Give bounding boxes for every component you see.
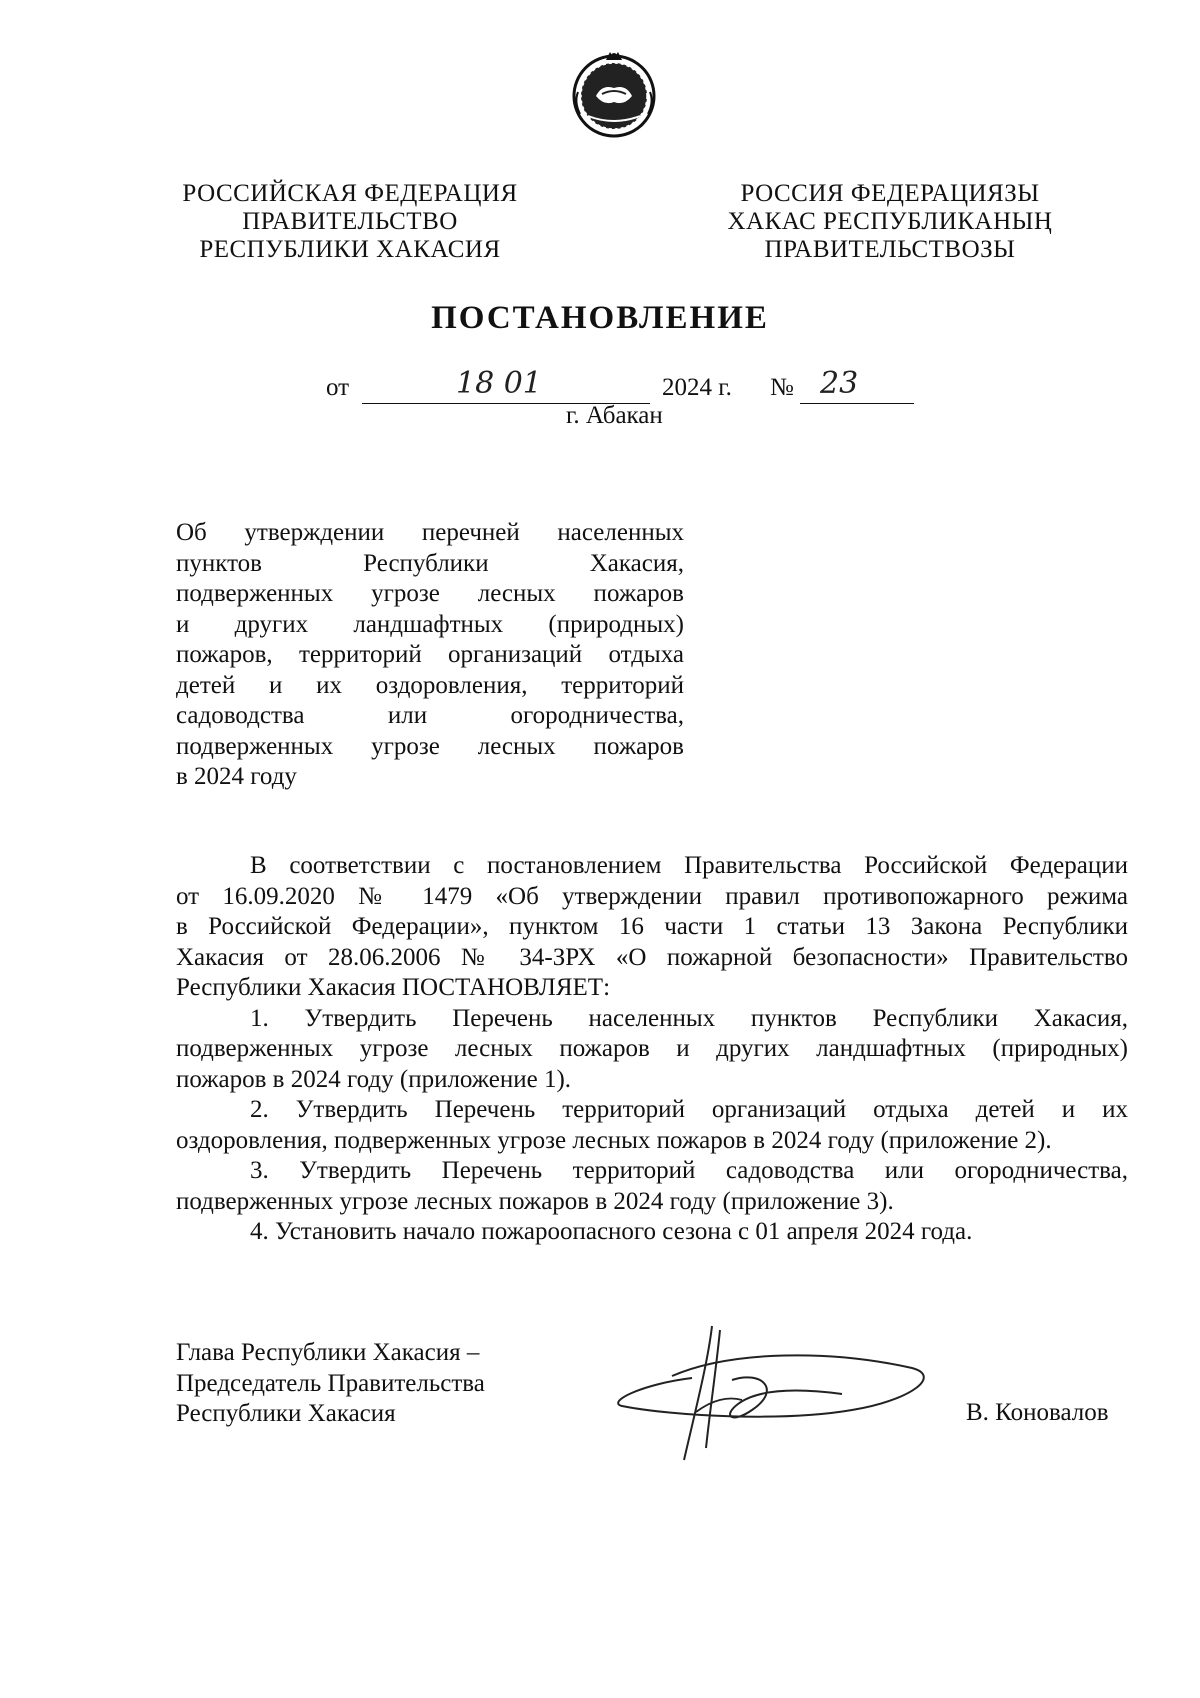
body-line: В соответствии с постановлением Правительства Российской Федерации	[250, 852, 1128, 879]
year-label: 2024 г.	[662, 374, 732, 401]
number-underline	[800, 403, 914, 404]
position-line: Председатель Правительства	[176, 1369, 485, 1397]
body-text	[176, 851, 1128, 1248]
handwritten-date: 18 01	[456, 366, 542, 401]
body-line: 1. Утвердить Перечень населенных пунктов Республики Хакасия,	[250, 1004, 1128, 1032]
position-line: Глава Республики Хакасия –	[176, 1339, 480, 1366]
coat-of-arms-emblem	[566, 44, 662, 142]
body-line: 4. Установить начало пожароопасного сезона с 01 апреля 2024 года.	[250, 1218, 973, 1245]
body-line: оздоровления, подверженных угрозе лесных пожаров в 2024 году (приложение 2).	[176, 1126, 1052, 1154]
header-right-line: ХАКАС РЕСПУБЛИКАНЫҢ	[727, 208, 1053, 235]
body-line: Республики Хакасия ПОСТАНОВЛЯЕТ:	[176, 974, 611, 1001]
from-label: от	[326, 374, 350, 401]
header-left	[170, 180, 530, 264]
subject-line: пожаров, территорий организаций отдыха	[176, 641, 684, 668]
body-line: 3. Утвердить Перечень территорий садоводства или огородничества,	[250, 1157, 1128, 1184]
number-label: №	[770, 374, 794, 401]
body-line: подверженных угрозе лесных пожаров в 2024 году (приложение 3).	[176, 1187, 894, 1215]
signer-name: В. Коновалов	[966, 1399, 1109, 1426]
position-line: Республики Хакасия	[176, 1400, 396, 1427]
body-line: 2. Утвердить Перечень территорий организаций отдыха детей и их	[250, 1096, 1128, 1123]
header-right	[700, 180, 1080, 264]
subject-line: пунктов Республики Хакасия,	[176, 549, 684, 577]
handwritten-number: 23	[820, 366, 859, 401]
subject-line: детей и их оздоровления, территорий	[176, 671, 684, 699]
signature-position	[176, 1338, 485, 1430]
subject-line: садоводства или огородничества,	[176, 702, 684, 729]
body-line: пожаров в 2024 году (приложение 1).	[176, 1065, 572, 1093]
header-left-line: РЕСПУБЛИКИ ХАКАСИЯ	[199, 236, 501, 263]
subject-block	[176, 518, 684, 793]
body-line: Хакасия от 28.06.2006 № 34-ЗРХ «О пожарной безопасности» Правительство	[176, 943, 1128, 971]
body-line: в Российской Федерации», пунктом 16 части 1 статьи 13 Закона Республики	[176, 913, 1128, 940]
header-left-line: РОССИЙСКАЯ ФЕДЕРАЦИЯ	[182, 180, 518, 207]
subject-line: Об утверждении перечней населенных	[176, 519, 684, 546]
subject-line: подверженных угрозе лесных пожаров	[176, 732, 684, 760]
header-left-line: ПРАВИТЕЛЬСТВО	[242, 208, 458, 235]
document-title: ПОСТАНОВЛЕНИЕ	[431, 300, 769, 336]
header-right-line: РОССИЯ ФЕДЕРАЦИЯЗЫ	[740, 180, 1040, 207]
subject-line: подверженных угрозе лесных пожаров	[176, 580, 684, 607]
subject-line: и других ландшафтных (природных)	[176, 610, 684, 638]
header-right-line: ПРАВИТЕЛЬСТВОЗЫ	[764, 236, 1016, 263]
handwritten-signature	[612, 1320, 942, 1466]
body-line: от 16.09.2020 № 1479 «Об утверждении правил противопожарного режима	[176, 882, 1128, 910]
subject-line: в 2024 году	[176, 763, 297, 790]
city-label: г. Абакан	[566, 402, 663, 429]
body-line: подверженных угрозе лесных пожаров и других ландшафтных (природных)	[176, 1035, 1128, 1062]
